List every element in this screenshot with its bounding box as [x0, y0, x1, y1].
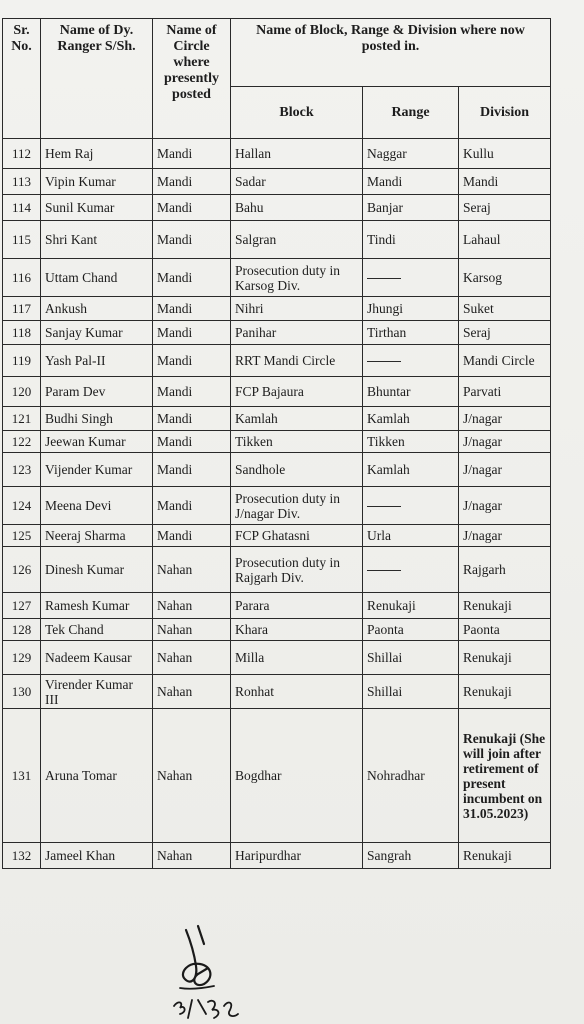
row-sr-number: 112: [3, 139, 41, 169]
row-block: Panihar: [231, 321, 363, 345]
row-dy-ranger-name: Dinesh Kumar: [41, 547, 153, 593]
table-row: [3, 407, 551, 431]
row-circle: Mandi: [153, 139, 231, 169]
row-circle: Nahan: [153, 709, 231, 843]
row-circle: Mandi: [153, 487, 231, 525]
table-row: [3, 675, 551, 709]
header-circle: Name of Circle where presently posted: [153, 19, 231, 139]
row-division: J/nagar: [459, 487, 551, 525]
row-block: Prosecution duty in Karsog Div.: [231, 259, 363, 297]
row-sr-number: 116: [3, 259, 41, 297]
row-circle: Nahan: [153, 619, 231, 641]
row-sr-number: 122: [3, 431, 41, 453]
row-dy-ranger-name: Sanjay Kumar: [41, 321, 153, 345]
row-block: Parara: [231, 593, 363, 619]
table-row: [3, 259, 551, 297]
row-block: FCP Bajaura: [231, 377, 363, 407]
row-block: Sandhole: [231, 453, 363, 487]
row-dy-ranger-name: Ankush: [41, 297, 153, 321]
row-block: FCP Ghatasni: [231, 525, 363, 547]
row-range: Tindi: [363, 221, 459, 259]
row-sr-number: 126: [3, 547, 41, 593]
table-row: [3, 593, 551, 619]
empty-dash: [367, 570, 401, 571]
table-row: [3, 221, 551, 259]
row-dy-ranger-name: Tek Chand: [41, 619, 153, 641]
table-row: [3, 487, 551, 525]
row-block: Sadar: [231, 169, 363, 195]
table-row: [3, 139, 551, 169]
row-division: Mandi: [459, 169, 551, 195]
row-division: Rajgarh: [459, 547, 551, 593]
table-row: [3, 345, 551, 377]
row-circle: Mandi: [153, 259, 231, 297]
empty-dash: [367, 506, 401, 507]
row-range: Tikken: [363, 431, 459, 453]
row-range: Jhungi: [363, 297, 459, 321]
row-sr-number: 129: [3, 641, 41, 675]
row-circle: Mandi: [153, 195, 231, 221]
row-dy-ranger-name: Uttam Chand: [41, 259, 153, 297]
table-row: [3, 709, 551, 843]
empty-dash: [367, 361, 401, 362]
row-dy-ranger-name: Vijender Kumar: [41, 453, 153, 487]
header-range: Range: [363, 87, 459, 139]
row-dy-ranger-name: Meena Devi: [41, 487, 153, 525]
row-division: Kullu: [459, 139, 551, 169]
row-block: Bahu: [231, 195, 363, 221]
table-row: [3, 321, 551, 345]
row-block: Prosecution duty in J/nagar Div.: [231, 487, 363, 525]
row-dy-ranger-name: Virender Kumar III: [41, 675, 153, 709]
header-division: Division: [459, 87, 551, 139]
row-range: Paonta: [363, 619, 459, 641]
row-range: Bhuntar: [363, 377, 459, 407]
row-division: Renukaji: [459, 641, 551, 675]
table-row: [3, 377, 551, 407]
row-sr-number: 119: [3, 345, 41, 377]
row-range: Sangrah: [363, 843, 459, 869]
row-circle: Mandi: [153, 407, 231, 431]
row-circle: Mandi: [153, 221, 231, 259]
row-circle: Mandi: [153, 297, 231, 321]
row-dy-ranger-name: Sunil Kumar: [41, 195, 153, 221]
row-range: [363, 547, 459, 593]
row-division: Renukaji (She will join after retirement of present incumbent on 31.05.2023): [459, 709, 551, 843]
row-block: RRT Mandi Circle: [231, 345, 363, 377]
row-circle: Mandi: [153, 377, 231, 407]
row-block: Khara: [231, 619, 363, 641]
row-sr-number: 115: [3, 221, 41, 259]
row-division: J/nagar: [459, 407, 551, 431]
row-range: Mandi: [363, 169, 459, 195]
table-row: [3, 297, 551, 321]
row-block: Hallan: [231, 139, 363, 169]
header-sr: Sr. No.: [3, 19, 41, 139]
row-circle: Nahan: [153, 641, 231, 675]
row-sr-number: 114: [3, 195, 41, 221]
row-dy-ranger-name: Nadeem Kausar: [41, 641, 153, 675]
row-sr-number: 125: [3, 525, 41, 547]
row-block: Haripurdhar: [231, 843, 363, 869]
row-range: Renukaji: [363, 593, 459, 619]
row-division: Seraj: [459, 321, 551, 345]
row-sr-number: 128: [3, 619, 41, 641]
table-row: [3, 195, 551, 221]
header-row-top: [3, 19, 551, 87]
row-dy-ranger-name: Yash Pal-II: [41, 345, 153, 377]
row-block: Salgran: [231, 221, 363, 259]
row-sr-number: 123: [3, 453, 41, 487]
table-row: [3, 431, 551, 453]
row-division: Parvati: [459, 377, 551, 407]
posting-table: [2, 18, 551, 869]
table-row: [3, 641, 551, 675]
handwritten-signature: [168, 922, 258, 1022]
row-block: Tikken: [231, 431, 363, 453]
row-range: Tirthan: [363, 321, 459, 345]
row-range: Banjar: [363, 195, 459, 221]
row-circle: Mandi: [153, 525, 231, 547]
table-row: [3, 619, 551, 641]
row-circle: Mandi: [153, 169, 231, 195]
row-circle: Nahan: [153, 675, 231, 709]
row-division: Paonta: [459, 619, 551, 641]
row-sr-number: 124: [3, 487, 41, 525]
table-body: [3, 139, 551, 869]
empty-dash: [367, 278, 401, 279]
row-dy-ranger-name: Jameel Khan: [41, 843, 153, 869]
row-division: Renukaji: [459, 843, 551, 869]
row-block: Bogdhar: [231, 709, 363, 843]
row-circle: Mandi: [153, 321, 231, 345]
row-range: Naggar: [363, 139, 459, 169]
row-range: Shillai: [363, 641, 459, 675]
row-division: Seraj: [459, 195, 551, 221]
row-sr-number: 120: [3, 377, 41, 407]
row-circle: Mandi: [153, 453, 231, 487]
row-division: Renukaji: [459, 675, 551, 709]
row-block: Prosecution duty in Rajgarh Div.: [231, 547, 363, 593]
row-division: Suket: [459, 297, 551, 321]
row-block: Milla: [231, 641, 363, 675]
row-dy-ranger-name: Aruna Tomar: [41, 709, 153, 843]
row-circle: Nahan: [153, 593, 231, 619]
row-sr-number: 118: [3, 321, 41, 345]
row-dy-ranger-name: Ramesh Kumar: [41, 593, 153, 619]
row-dy-ranger-name: Budhi Singh: [41, 407, 153, 431]
row-sr-number: 113: [3, 169, 41, 195]
row-circle: Mandi: [153, 431, 231, 453]
row-dy-ranger-name: Neeraj Sharma: [41, 525, 153, 547]
row-range: Urla: [363, 525, 459, 547]
row-sr-number: 127: [3, 593, 41, 619]
table-row: [3, 525, 551, 547]
table-row: [3, 453, 551, 487]
row-range: Shillai: [363, 675, 459, 709]
row-range: [363, 487, 459, 525]
row-sr-number: 131: [3, 709, 41, 843]
row-division: Lahaul: [459, 221, 551, 259]
row-dy-ranger-name: Param Dev: [41, 377, 153, 407]
row-division: J/nagar: [459, 431, 551, 453]
row-division: J/nagar: [459, 453, 551, 487]
row-range: Kamlah: [363, 453, 459, 487]
row-range: [363, 345, 459, 377]
row-sr-number: 121: [3, 407, 41, 431]
row-division: J/nagar: [459, 525, 551, 547]
row-circle: Nahan: [153, 843, 231, 869]
row-dy-ranger-name: Jeewan Kumar: [41, 431, 153, 453]
row-sr-number: 117: [3, 297, 41, 321]
row-block: Kamlah: [231, 407, 363, 431]
row-division: Mandi Circle: [459, 345, 551, 377]
header-posted-in: Name of Block, Range & Division where now posted in.: [231, 19, 551, 87]
row-sr-number: 132: [3, 843, 41, 869]
header-block: Block: [231, 87, 363, 139]
row-range: Kamlah: [363, 407, 459, 431]
header-name: Name of Dy. Ranger S/Sh.: [41, 19, 153, 139]
row-circle: Nahan: [153, 547, 231, 593]
row-sr-number: 130: [3, 675, 41, 709]
row-dy-ranger-name: Hem Raj: [41, 139, 153, 169]
row-block: Nihri: [231, 297, 363, 321]
table-row: [3, 169, 551, 195]
row-range: [363, 259, 459, 297]
row-division: Karsog: [459, 259, 551, 297]
table-row: [3, 843, 551, 869]
row-dy-ranger-name: Vipin Kumar: [41, 169, 153, 195]
row-block: Ronhat: [231, 675, 363, 709]
row-circle: Mandi: [153, 345, 231, 377]
row-range: Nohradhar: [363, 709, 459, 843]
row-dy-ranger-name: Shri Kant: [41, 221, 153, 259]
row-division: Renukaji: [459, 593, 551, 619]
table-row: [3, 547, 551, 593]
